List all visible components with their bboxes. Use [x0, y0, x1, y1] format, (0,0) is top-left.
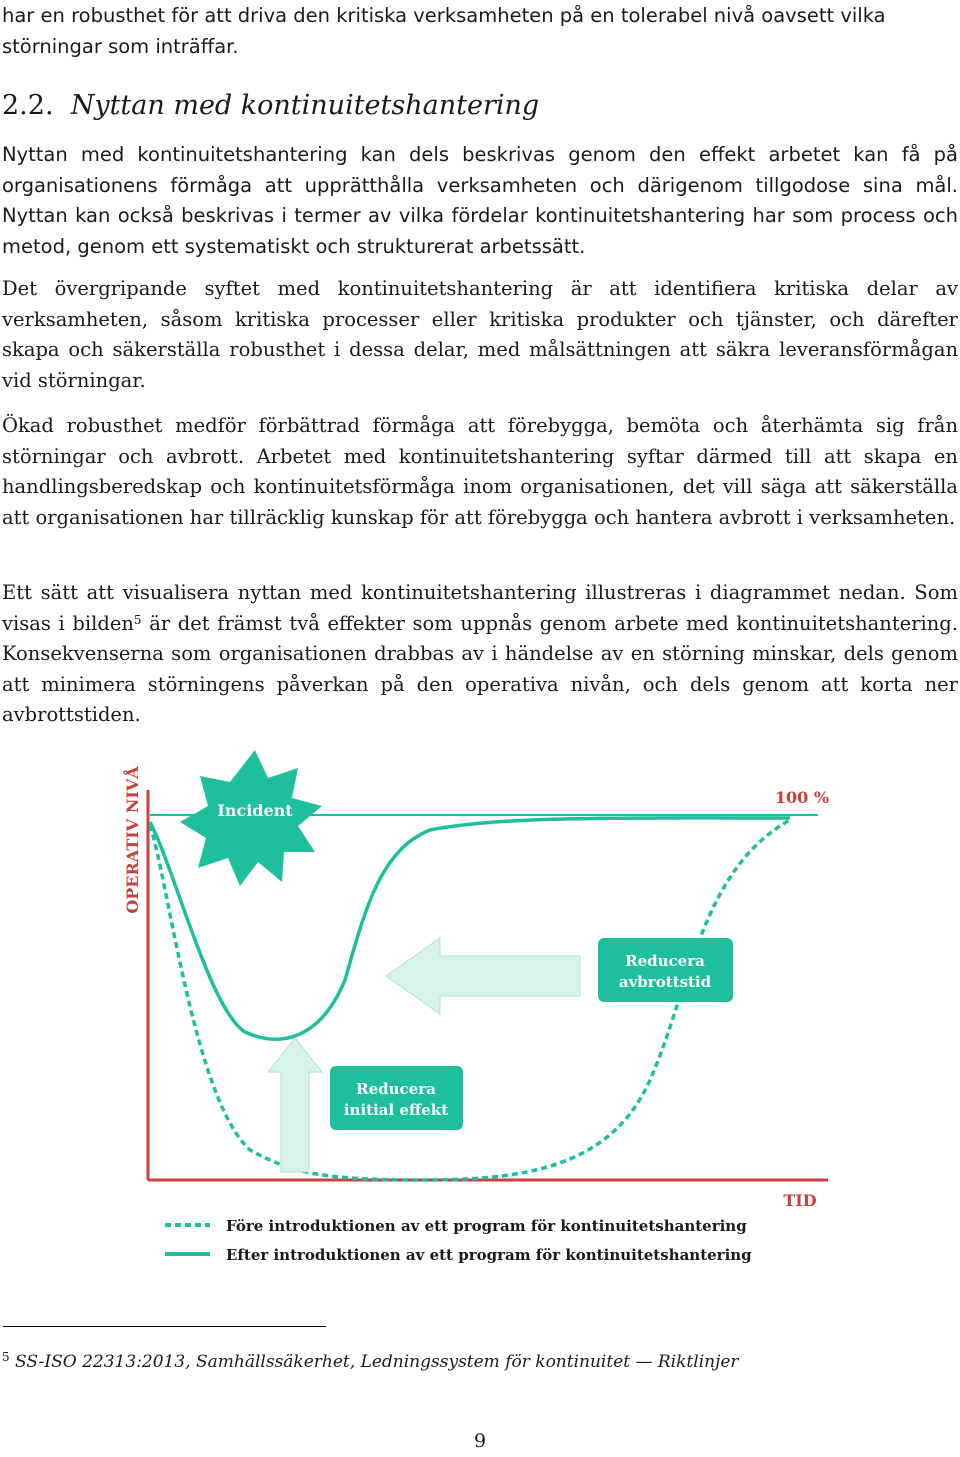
section-heading [2, 88, 958, 124]
footnote-number: 5 [2, 1350, 10, 1364]
visualize-paragraph [2, 578, 958, 731]
continuity-diagram [0, 740, 960, 1300]
incident-label: Incident [217, 801, 293, 820]
reduce-duration-line-2: avbrottstid [618, 973, 712, 991]
reduce-impact-line-2: initial effekt [343, 1101, 449, 1119]
page-number: 9 [473, 1430, 487, 1452]
x-axis-label: TID [783, 1191, 817, 1210]
footnote-divider [3, 1326, 326, 1327]
intro-paragraph: har en robusthet för att driva den kritiska verksamheten på en tolerabel nivå oavsett vilka störningar som inträffar. [2, 4, 886, 58]
footnote [2, 1352, 739, 1372]
reduce-impact-arrow-icon [268, 1038, 322, 1172]
reduce-impact-line-1: Reducera [356, 1080, 436, 1098]
reduce-duration-arrow-icon [386, 938, 580, 1014]
visualize-text-after: är det främst två effekter som uppnås genom arbete med kontinuitetshantering. Konsekvenserna som organisationen drabbas av i händelse av en störning minskar, dels genom att minimera störningens påverkan på den operativa nivån, och dels genom att korta ner avbrottstiden. [2, 611, 958, 726]
footnote-text: SS-ISO 22313:2013, Samhällssäkerhet, Ledningssystem för kontinuitet — Riktlinjer [15, 1352, 739, 1372]
section-number: 2.2. [2, 90, 54, 121]
purpose-paragraph: Det övergripande syftet med kontinuitetshantering är att identifiera kritiska delar av verksamheten, såsom kritiska processer eller kritiska produkter och tjänster, och därefter skapa och säkerställa robusthet i dessa delar, med målsättningen att säkra leveransförmågan vid störningar. [2, 277, 958, 392]
reduce-duration-box [598, 938, 733, 1002]
y-axis-label: OPERATIV NIVÅ [123, 766, 142, 914]
footnote-reference: 5 [133, 612, 142, 627]
diagram-svg [0, 740, 960, 1300]
section-title: Nyttan med kontinuitetshantering [70, 90, 540, 121]
benefit-paragraph: Nyttan med kontinuitetshantering kan dels beskrivas genom den effekt arbetet kan få på organisationens förmåga att upprätthålla verksamheten och därigenom tillgodose sina mål. Nyttan kan också beskrivas i termer av vilka fördelar kontinuitetshantering har som process och metod, genom ett systematiskt och strukturerat arbetssätt. [2, 143, 958, 258]
robustness-paragraph: Ökad robusthet medför förbättrad förmåga att förebygga, bemöta och återhämta sig från störningar och avbrott. Arbetet med kontinuitetshantering syftar därmed till att skapa en handlingsberedskap och kontinuitetsförmåga inom organisationen, det vill säga att säkerställa att organisationen har tillräcklig kunskap för att förebygga och hantera avbrott i verksamheten. [2, 414, 958, 529]
reduce-impact-box [330, 1066, 463, 1130]
visualize-text-before: Ett sätt att visualisera nyttan med kontinuitetshantering illustreras i diagrammet nedan. Som visas i bilden [2, 581, 958, 635]
reduce-duration-line-1: Reducera [625, 952, 705, 970]
level-label: 100 % [774, 788, 830, 807]
legend-before-label: Före introduktionen av ett program för kontinuitetshantering [226, 1217, 747, 1235]
legend-after-label: Efter introduktionen av ett program för kontinuitetshantering [226, 1246, 752, 1264]
